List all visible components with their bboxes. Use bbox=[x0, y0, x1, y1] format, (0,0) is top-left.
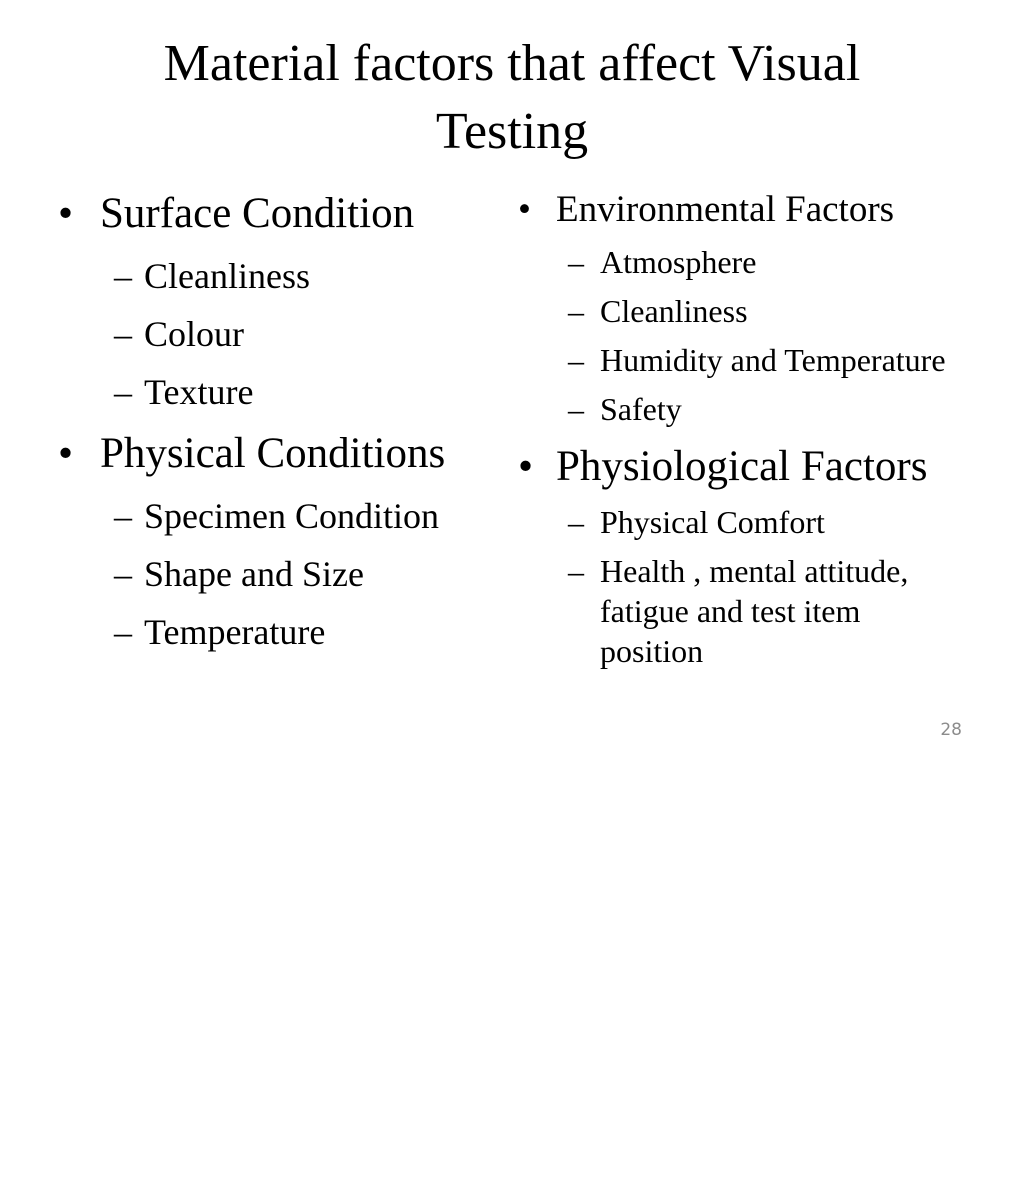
dash-icon: – bbox=[114, 256, 132, 296]
sub-item-cleanliness bbox=[58, 255, 498, 298]
slide-title bbox=[0, 30, 1024, 166]
bullet-icon: • bbox=[518, 189, 531, 230]
sub-item-label: Temperature bbox=[144, 612, 326, 652]
sub-item-label: Colour bbox=[144, 314, 245, 354]
sub-item-physical-comfort bbox=[518, 502, 1008, 542]
dash-icon: – bbox=[568, 391, 584, 427]
dash-icon: – bbox=[114, 496, 132, 536]
slide-title-line-1: Material factors that affect Visual bbox=[163, 35, 861, 92]
bullet-heading: Physical Conditions bbox=[100, 430, 446, 477]
sub-item-label: Health , mental attitude, fatigue and test item position bbox=[600, 553, 909, 669]
sub-item-atmosphere bbox=[518, 242, 1008, 282]
dash-icon: – bbox=[568, 553, 584, 589]
sub-item-label: Cleanliness bbox=[144, 256, 310, 296]
sub-item-humidity-and-temperature bbox=[518, 340, 1008, 380]
bullet-surface-condition bbox=[58, 188, 498, 240]
sub-item-texture bbox=[58, 371, 498, 414]
bullet-icon: • bbox=[58, 430, 74, 477]
sub-item-label: Atmosphere bbox=[600, 244, 757, 280]
dash-icon: – bbox=[114, 554, 132, 594]
sub-item-colour bbox=[58, 313, 498, 356]
dash-icon: – bbox=[568, 342, 584, 378]
sub-item-label: Specimen Condition bbox=[144, 496, 439, 536]
bullet-heading: Surface Condition bbox=[100, 190, 415, 237]
dash-icon: – bbox=[114, 314, 132, 354]
sub-item-safety bbox=[518, 389, 1008, 429]
bullet-environmental-factors bbox=[518, 187, 1008, 233]
sub-item-shape-and-size bbox=[58, 553, 498, 596]
sub-item-health-mental-attitude bbox=[518, 551, 940, 671]
dash-icon: – bbox=[114, 612, 132, 652]
bullet-icon: • bbox=[58, 190, 74, 237]
bullet-icon: • bbox=[518, 443, 534, 490]
slide-title-line-2: Testing bbox=[435, 103, 589, 160]
sub-item-label: Physical Comfort bbox=[600, 504, 825, 540]
right-column-list bbox=[518, 187, 1008, 671]
sub-item-specimen-condition bbox=[58, 495, 498, 538]
sub-item-label: Safety bbox=[600, 391, 682, 427]
sub-item-label: Cleanliness bbox=[600, 293, 748, 329]
dash-icon: – bbox=[568, 504, 584, 540]
sub-item-label: Shape and Size bbox=[144, 554, 364, 594]
sub-item-cleanliness bbox=[518, 291, 1008, 331]
bullet-heading: Physiological Factors bbox=[556, 443, 928, 490]
dash-icon: – bbox=[568, 293, 584, 329]
bullet-heading: Environmental Factors bbox=[556, 189, 895, 230]
left-column-list bbox=[58, 188, 498, 654]
sub-item-label: Texture bbox=[144, 372, 254, 412]
bullet-physiological-factors bbox=[518, 441, 1008, 493]
dash-icon: – bbox=[114, 372, 132, 412]
bullet-physical-conditions bbox=[58, 428, 498, 480]
sub-item-temperature bbox=[58, 611, 498, 654]
page-number: 28 bbox=[940, 720, 962, 740]
sub-item-label: Humidity and Temperature bbox=[600, 342, 946, 378]
dash-icon: – bbox=[568, 244, 584, 280]
